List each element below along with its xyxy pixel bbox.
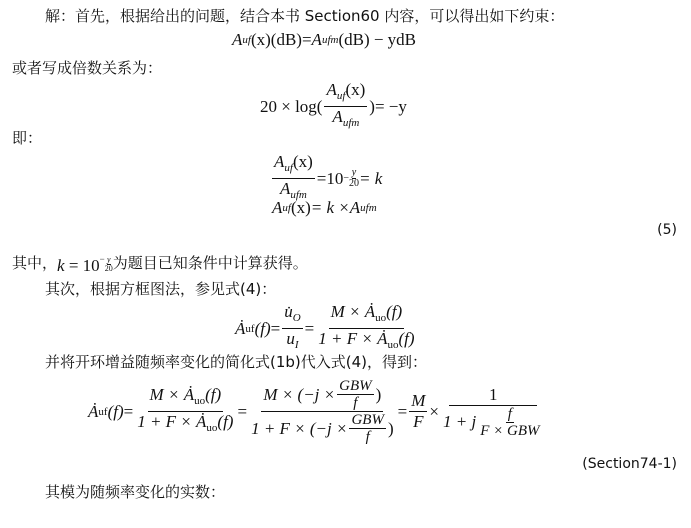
namely-text: 即： [12, 129, 43, 147]
t: M × [330, 302, 365, 321]
t: = [301, 30, 312, 49]
exponent [105, 256, 113, 273]
t: = [237, 401, 248, 421]
var: A [272, 198, 283, 217]
var: A [274, 152, 285, 171]
sub: ufm [290, 189, 307, 201]
t: f [353, 395, 358, 411]
equation-number-5: (5) [657, 222, 677, 238]
exponent [349, 168, 359, 189]
t: = [304, 318, 315, 338]
var: Ȧ [183, 385, 195, 404]
equation-log [260, 80, 407, 133]
sub: uf [284, 162, 293, 174]
t: 1 + F × [137, 412, 197, 431]
substitution-text: 并将开环增益随频率变化的简化式(1b)代入式(4)，得到： [45, 353, 428, 371]
t: GBW [339, 378, 372, 394]
t: (f) [398, 329, 415, 348]
fraction [441, 385, 545, 439]
sub: uf [336, 90, 346, 102]
t: (x) [292, 152, 313, 171]
t: ) [375, 384, 382, 404]
t: × [429, 401, 439, 421]
var: Ȧ [377, 329, 388, 348]
t: 20 [349, 178, 360, 189]
sub: ufm [321, 34, 339, 46]
equation-auf [272, 198, 377, 218]
t: − [99, 254, 105, 264]
var: A [311, 30, 322, 49]
block-diagram-text: 其次，根据方框图法，参见式(4)： [45, 280, 277, 298]
t: (x) [345, 80, 366, 99]
fraction [316, 302, 416, 355]
t: − [343, 173, 350, 184]
sub: uo [206, 422, 218, 434]
ratio-intro: 或者写成倍数关系为： [12, 59, 163, 77]
t: (f) [217, 412, 234, 431]
fraction [409, 391, 427, 432]
t: = −y [374, 96, 407, 116]
t: k [57, 256, 65, 275]
t: 20 × log( [260, 96, 323, 116]
fraction [249, 378, 396, 445]
t: f [365, 429, 370, 445]
t: (dB) [270, 30, 302, 49]
t: = [316, 168, 327, 188]
t: 10 [82, 256, 100, 275]
t: M [411, 391, 426, 410]
t: 1 + j [443, 412, 477, 431]
t: = k [359, 168, 383, 188]
var: Ȧ [196, 412, 207, 431]
var: A [326, 80, 337, 99]
sub: ufm [342, 117, 360, 129]
equation-gbw [88, 378, 547, 445]
equation-number-section74-1: (Section74-1) [582, 456, 677, 472]
t: (x) [250, 30, 271, 49]
equation-closed-loop [235, 302, 419, 355]
t: (x) [290, 198, 311, 217]
t: F × GBW [480, 422, 540, 439]
var: A [279, 179, 291, 198]
t: ) [369, 96, 375, 116]
t: = [270, 318, 281, 338]
var: A [332, 107, 343, 126]
t: (f) [107, 401, 124, 421]
t: ) [387, 418, 394, 438]
var: Ȧ [364, 302, 376, 321]
sub: uo [375, 312, 387, 324]
t: 1 + F × (−j × [251, 418, 348, 438]
sub: O [292, 312, 301, 324]
fraction [324, 80, 367, 133]
t: y [106, 255, 111, 264]
sub: uf [282, 202, 291, 214]
t: 1 + F × [318, 329, 378, 348]
t: (f) [254, 318, 271, 338]
t: u̇ [284, 302, 293, 321]
sub: uf [242, 34, 251, 46]
t: F [413, 412, 424, 431]
t: = k × [310, 198, 350, 217]
t: M × (−j × [263, 384, 336, 404]
equation-db-constraint [232, 30, 416, 50]
t: 为题目已知条件中计算获得。 [112, 253, 308, 272]
var: A [232, 30, 243, 49]
t: (f) [205, 385, 222, 404]
t: M × [149, 385, 184, 404]
var: Ȧ [88, 401, 99, 421]
sub: uo [194, 395, 206, 407]
t: = [397, 401, 408, 421]
t: 1 [449, 385, 538, 406]
t: 10 [326, 168, 344, 188]
modulus-text: 其模为随频率变化的实数： [45, 483, 226, 501]
sub: ufm [360, 202, 377, 214]
t: (f) [386, 302, 403, 321]
t: 20 [104, 264, 113, 273]
t: = [64, 256, 83, 275]
var: A [349, 198, 361, 217]
where-text [12, 249, 308, 276]
t: 其中， [12, 253, 58, 272]
fraction [282, 302, 302, 355]
intro-text: 解：首先，根据给出的问题，结合本书 Section60 内容，可以得出如下约束： [45, 7, 565, 25]
sub: I [294, 339, 299, 351]
t: u [286, 329, 295, 348]
t: f [507, 405, 512, 422]
fraction [135, 385, 235, 438]
t: = [123, 401, 134, 421]
var: Ȧ [235, 318, 246, 338]
t: (dB) − ydB [338, 30, 417, 49]
t: GBW [351, 412, 384, 428]
sub: uf [245, 322, 255, 335]
sub: uo [387, 339, 399, 351]
t: y [351, 167, 357, 178]
sub: uf [98, 405, 108, 418]
